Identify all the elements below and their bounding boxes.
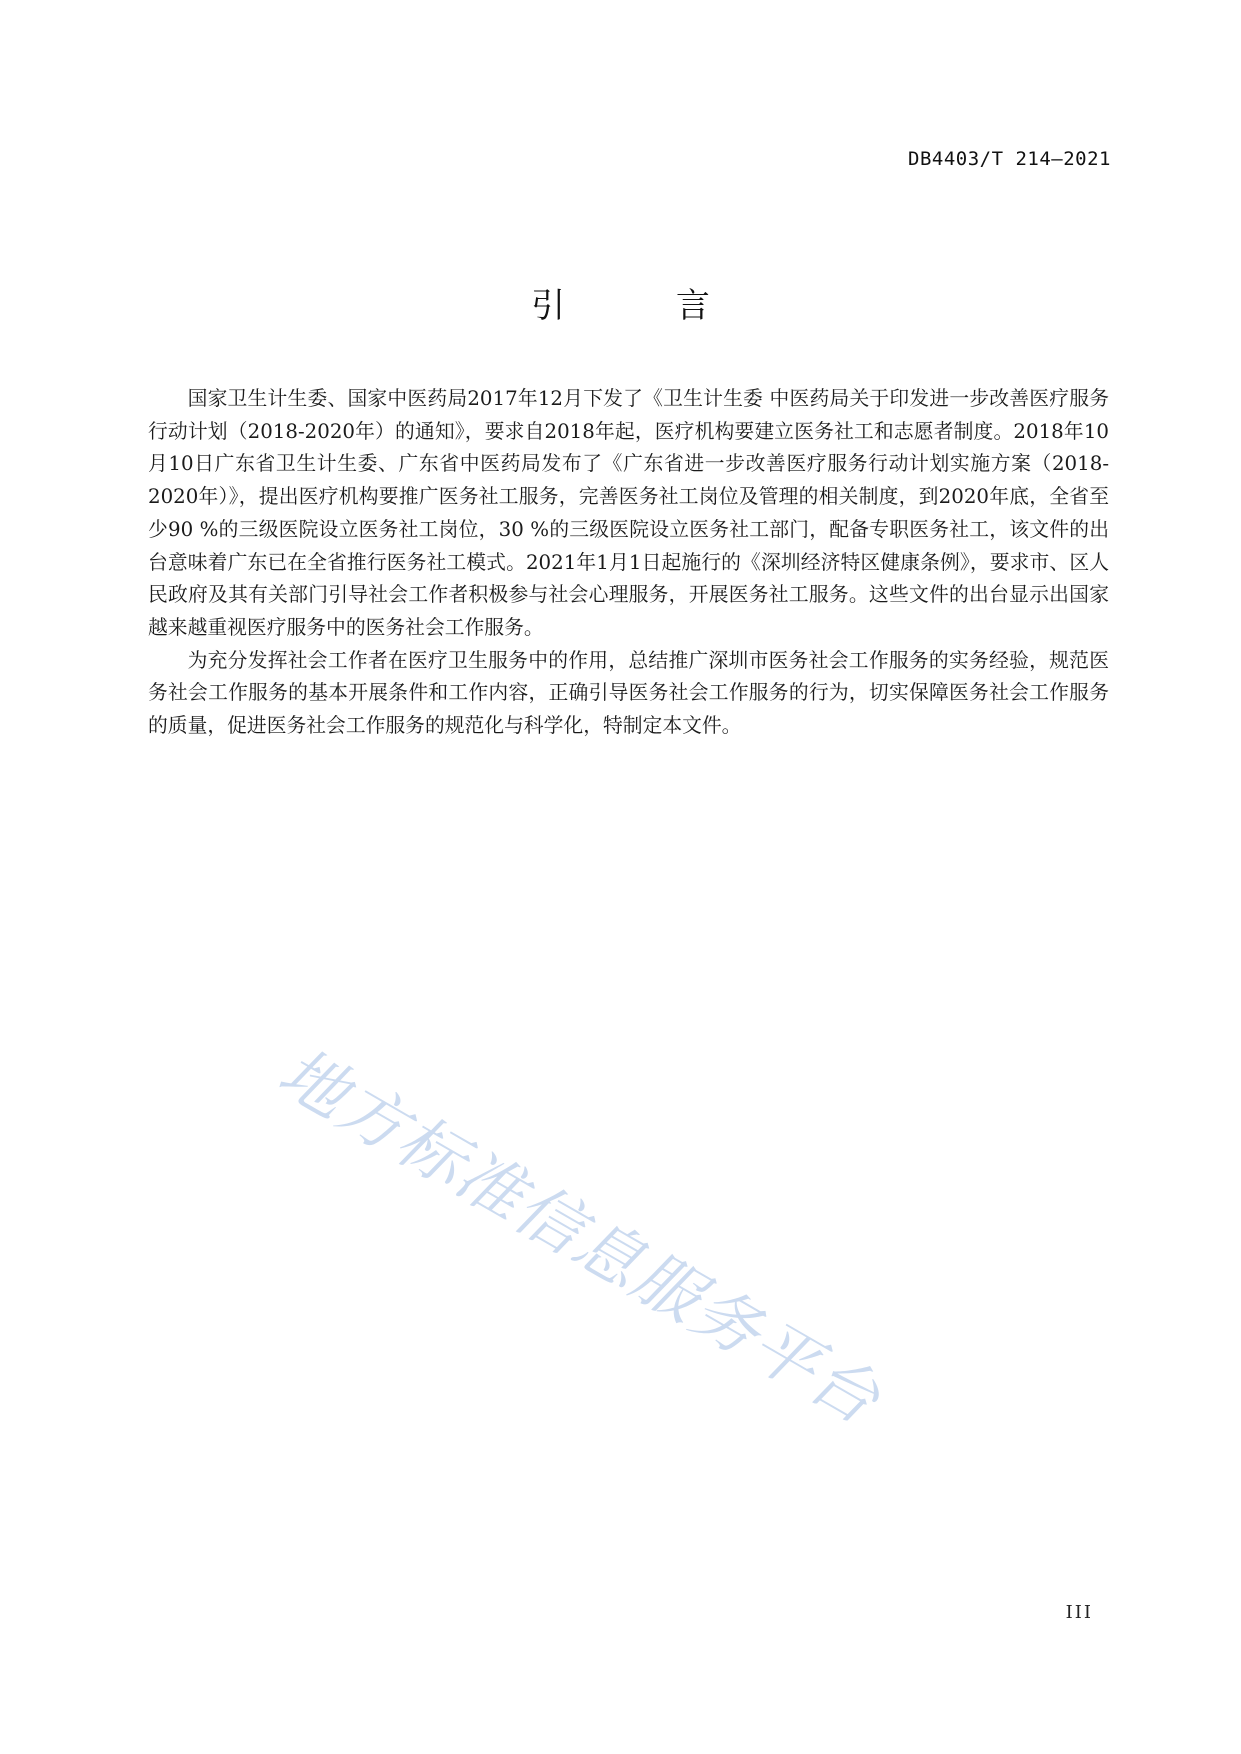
page-number: III (1065, 1602, 1093, 1623)
page-title: 引 言 (531, 286, 760, 326)
paragraph-2: 为充分发挥社会工作者在医疗卫生服务中的作用，总结推广深圳市医务社会工作服务的实务经验，规范医务社会工作服务的基本开展条件和工作内容，正确引导医务社会工作服务的行为，切实保障医务社会工作服务的质量，促进医务社会工作服务的规范化与科学化，特制定本文件。 (148, 648, 1109, 738)
watermark: 地方标准信息服务平台 (266, 1032, 894, 1440)
introduction-body (148, 383, 1109, 743)
paragraph-1: 国家卫生计生委、国家中医药局2017年12月下发了《卫生计生委 中医药局关于印发进一步改善医疗服务行动计划（2018-2020年）的通知》，要求自2018年起，医疗机构要建立医务社工和志愿者制度。2018年10月10日广东省卫生计生委、广东省中医药局发布了《广东省进一步改善医疗服务行动计划实施方案（2018-2020年）》，提出医疗机构要推广医务社工服务，完善医务社工岗位及管理的相关制度，到2020年底，全省至少90 %的三级医院设立医务社工岗位，30 %的三级医院设立医务社工部门，配备专职医务社工，该文件的出台意味着广东已在全省推行医务社工模式。2021年1月1日起施行的《深圳经济特区健康条例》，要求市、区人民政府及其有关部门引导社会工作者积极参与社会心理服务，开展医务社工服务。这些文件的出台显示出国家越来越重视医疗服务中的医务社会工作服务。 (148, 387, 1109, 639)
standard-code: DB4403/T 214—2021 (908, 148, 1111, 170)
